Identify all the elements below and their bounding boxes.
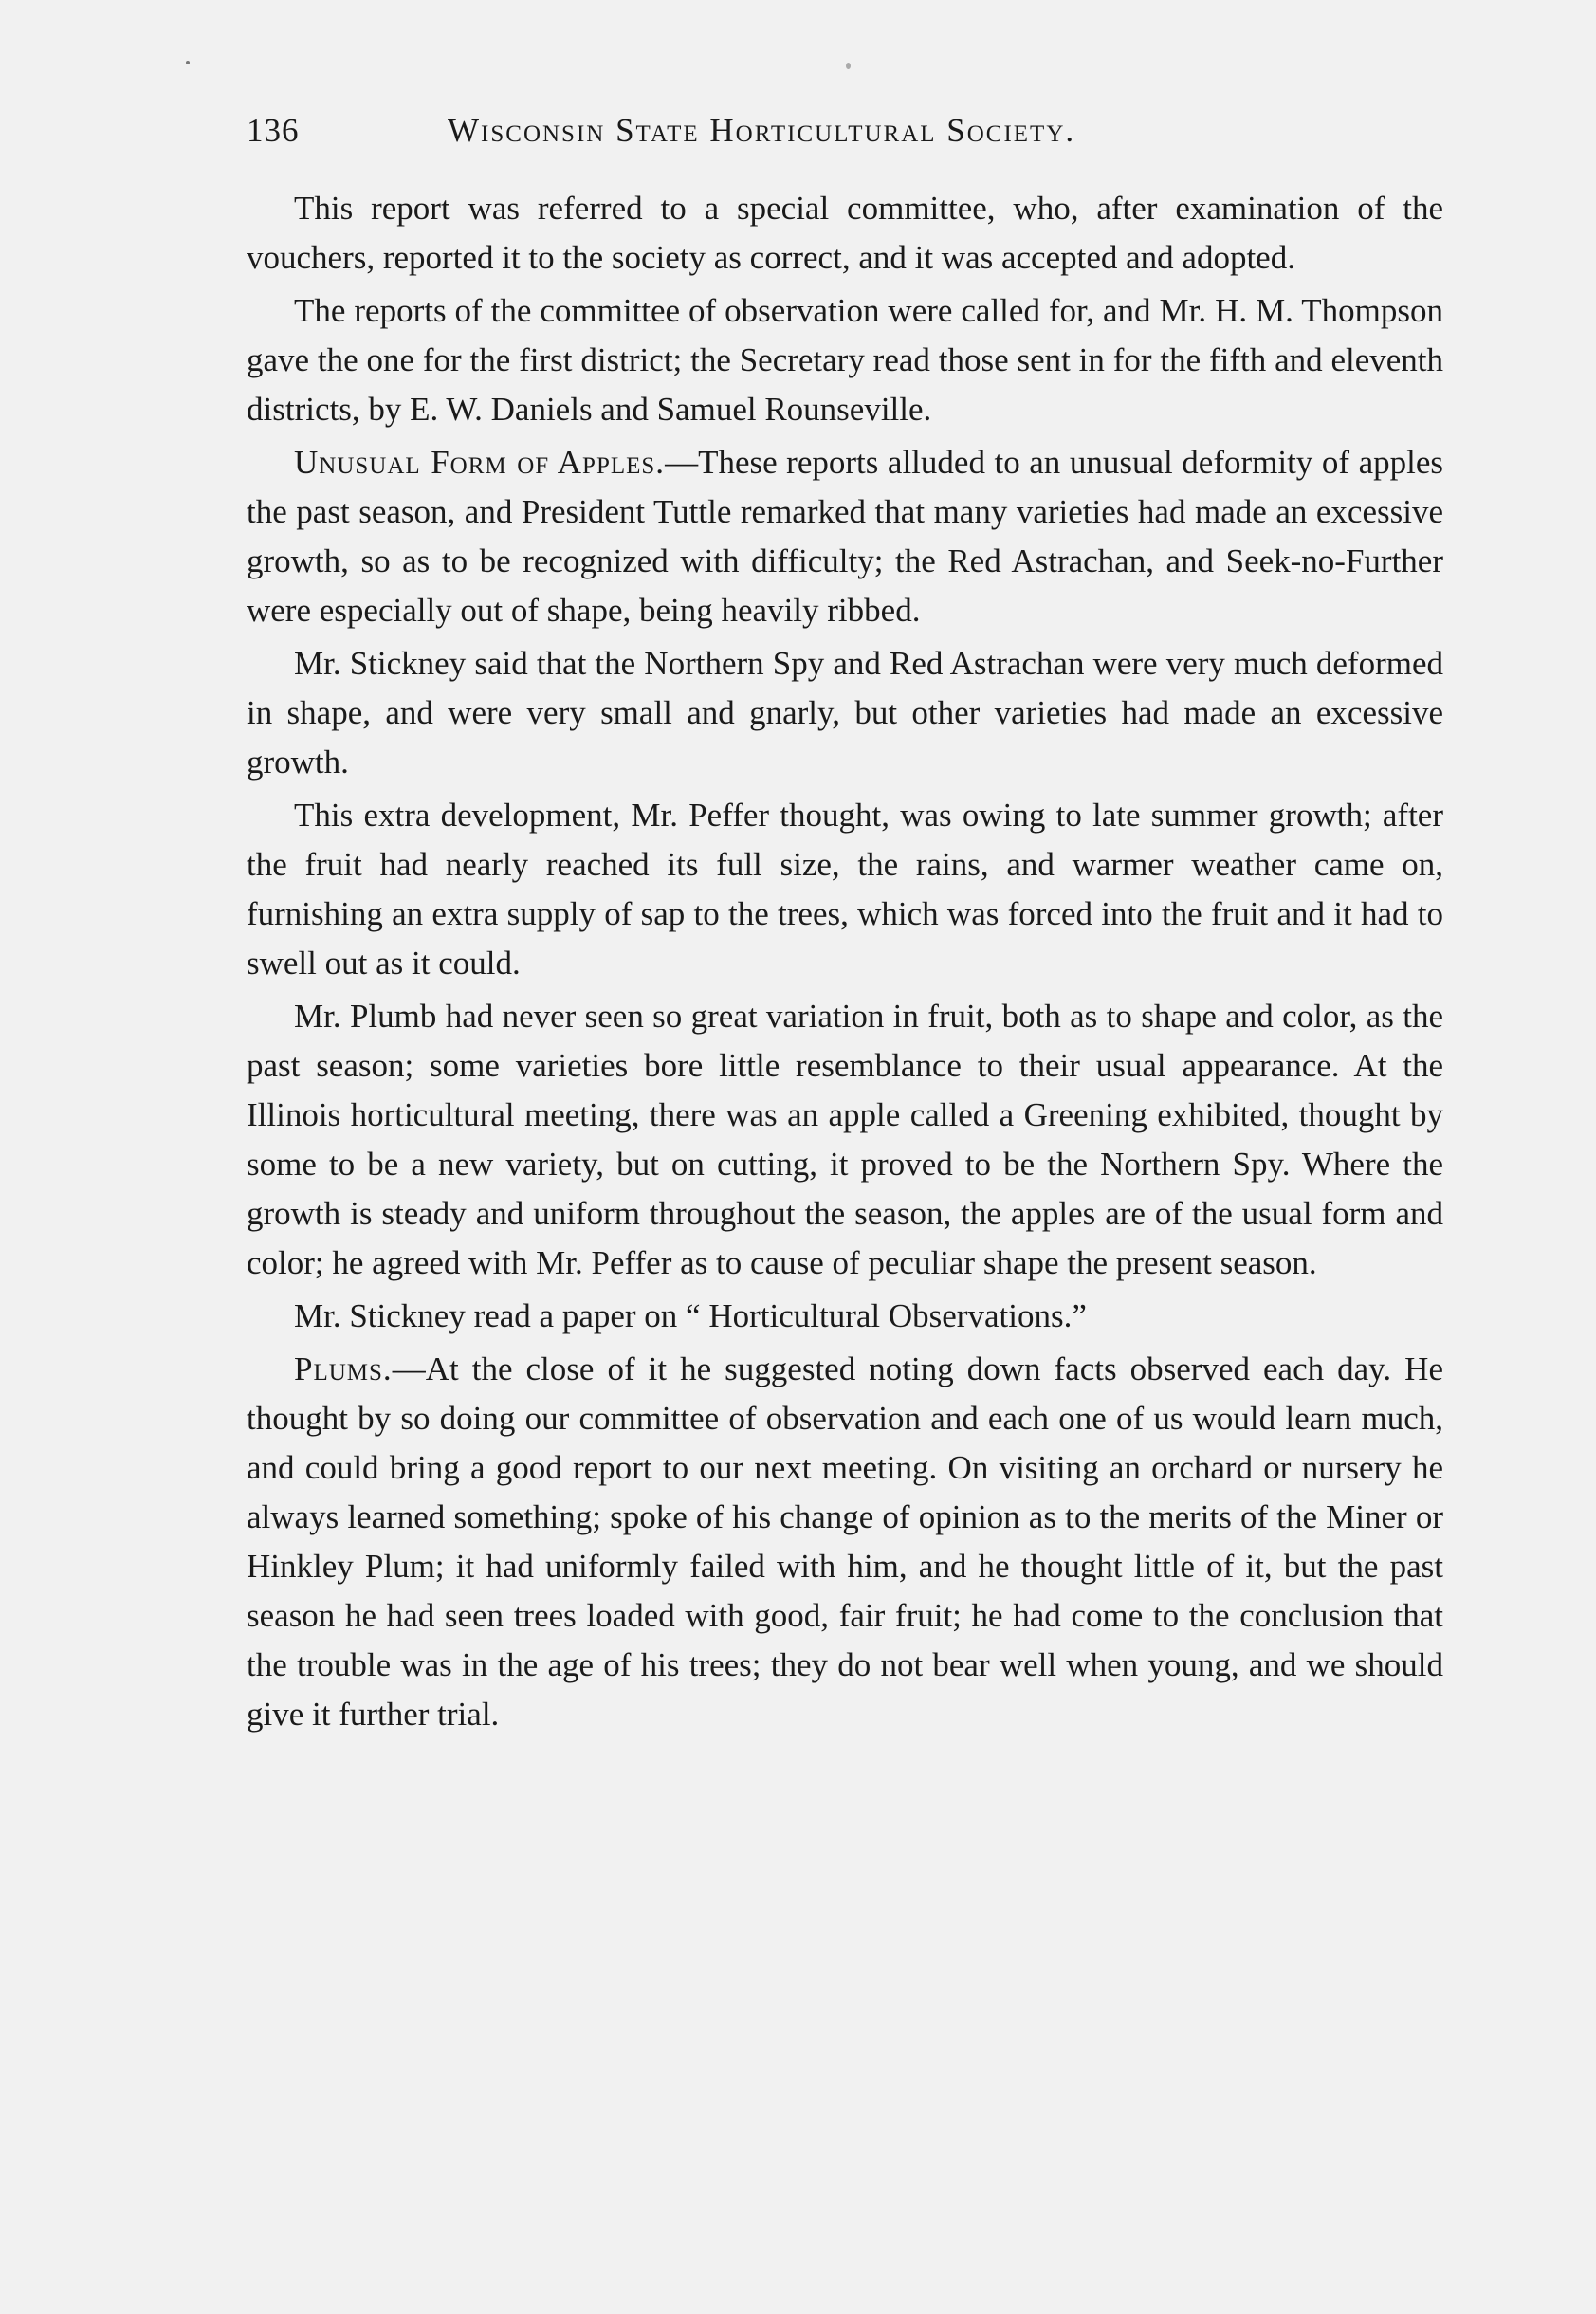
- paragraph-committee-report: [247, 184, 1443, 283]
- paragraph-text: Mr. Plumb had never seen so great variation in fruit, both as to shape and color, as the past season; some varieties bore little resemblance to their usual appearance. At the Illinois horticultural meeting, there was an apple called a Greening exhibited, thought by some to be a new variety, but on cutting, it proved to be the Northern Spy. Where the growth is steady and uniform throughout the season, the apples are of the usual form and color; he agreed with Mr. Peffer as to cause of peculiar shape the present season.: [247, 998, 1443, 1281]
- paragraph-text: —At the close of it he suggested noting down facts observed each day. He thought by so doing our committee of observation and each one of us would learn much, and could bring a good report to our next meeting. On visiting an orchard or nursery he always learned something; spoke of his change of opinion as to the merits of the Miner or Hinkley Plum; it had uniformly failed with him, and he thought little of it, but the past season he had seen trees loaded with good, fair fruit; he had come to the conclusion that the trouble was in the age of his trees; they do not bear well when young, and we should give it further trial.: [247, 1350, 1443, 1733]
- paragraph-unusual-form-of-apples: [247, 438, 1443, 635]
- running-title: Wisconsin State Horticultural Society.: [448, 112, 1076, 149]
- scan-speck: [186, 61, 190, 64]
- paragraph-stickney-paper: [247, 1292, 1443, 1341]
- section-heading-unusual-form-of-apples: Unusual Form of Apples.: [294, 444, 666, 481]
- paragraph-peffer-development: [247, 791, 1443, 988]
- paragraph-text: —These reports alluded to an unusual deformity of apples the past season, and President Tuttle remarked that many varieties had made an excessive growth, so as to be recognized with difficulty; the Red Astrachan, and Seek-no-Further were especially out of shape, being heavily ribbed.: [247, 444, 1443, 629]
- paragraph-stickney-deformed: [247, 639, 1443, 787]
- page-header: [247, 106, 1443, 159]
- paragraph-text: The reports of the committee of observation were called for, and Mr. H. M. Thompson gave the one for the first district; the Secretary read those sent in for the fifth and eleventh districts, by E. W. Daniels and Samuel Rounseville.: [247, 292, 1443, 428]
- paragraph-observation-reports: [247, 286, 1443, 434]
- paragraph-text: Mr. Stickney said that the Northern Spy and Red Astrachan were very much deformed in shape, and were very small and gnarly, but other varieties had made an excessive growth.: [247, 645, 1443, 781]
- document-page: [247, 106, 1443, 1743]
- page-number: 136: [247, 112, 300, 149]
- paragraph-text: This extra development, Mr. Peffer thought, was owing to late summer growth; after the fruit had nearly reached its full size, the rains, and warmer weather came on, furnishing an extra supply of sap to the trees, which was forced into the fruit and it had to swell out as it could.: [247, 797, 1443, 982]
- paragraph-text: This report was referred to a special committee, who, after examination of the vouchers, reported it to the society as correct, and it was accepted and adopted.: [247, 190, 1443, 276]
- scan-speck: [846, 63, 851, 69]
- body-text: [247, 184, 1443, 1739]
- paragraph-plumb-variation: [247, 992, 1443, 1288]
- section-heading-plums: Plums.: [294, 1350, 393, 1387]
- paragraph-text: Mr. Stickney read a paper on “ Horticultural Observations.”: [294, 1297, 1087, 1334]
- paragraph-plums: [247, 1345, 1443, 1739]
